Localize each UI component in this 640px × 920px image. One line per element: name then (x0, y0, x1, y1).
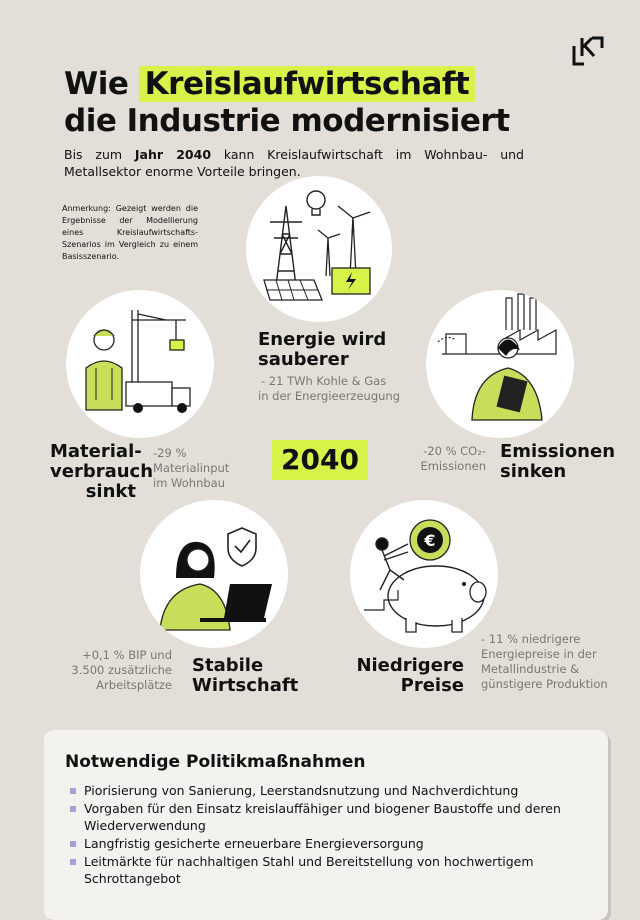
economy-sub (64, 648, 172, 693)
title-word: Wie (64, 66, 129, 102)
title-highlight: Kreislaufwirtschaft (139, 66, 476, 102)
material-heading (50, 441, 154, 502)
material-heading-2: verbrauch (50, 461, 154, 482)
economy-heading-1: Stabile (192, 655, 264, 676)
material-sub-1: -29 % (153, 446, 187, 460)
battery-icon (332, 268, 370, 294)
year-badge: 2040 (272, 440, 368, 480)
piggy-bank-icon (388, 566, 486, 632)
intro-before: Bis zum (64, 147, 123, 162)
policy-item: Langfristig gesicherte erneuerbare Energieversorgung (70, 835, 590, 852)
policy-item: Piorisierung von Sanierung, Leerstandsnutzung und Nachverdichtung (70, 782, 590, 799)
truck-icon (126, 382, 190, 413)
prices-sub-1: - 11 % niedrigere (481, 632, 581, 646)
prices-sub-2: Energiepreise in der (481, 647, 597, 661)
emission-heading-2: sinken (500, 461, 567, 482)
energy-heading-1: Energie wird (258, 329, 387, 350)
policy-heading: Notwendige Politikmaßnahmen (65, 752, 366, 772)
energy-sub-2: in der Energieerzeugung (258, 389, 401, 403)
prices-heading-1: Niedrigere (356, 655, 464, 676)
emission-sub-1: -20 % CO₂- (423, 444, 486, 458)
material-sub (153, 446, 229, 491)
title-line-2: die Industrie modernisiert (64, 103, 510, 139)
worker-icon (160, 542, 230, 630)
policy-item: Leitmärkte für nachhaltigen Stahl und Bereitstellung von hochwertigem Schrottangebot (70, 853, 590, 887)
energy-heading (258, 330, 386, 370)
intro-bold: Jahr 2040 (134, 147, 212, 162)
shield-check-icon (228, 528, 256, 566)
svg-text:€: € (424, 531, 436, 550)
policy-list (70, 782, 590, 888)
lightbulb-icon (307, 191, 325, 215)
policy-item: Vorgaben für den Einsatz kreislauffähiger und biogener Baustoffe und deren Wiederverwendung (70, 800, 590, 834)
policy-card (44, 730, 608, 920)
economy-circle (140, 500, 288, 648)
prices-sub-3: Metallindustrie & (481, 662, 580, 676)
energy-heading-2: sauberer (258, 349, 349, 370)
prices-heading (352, 656, 464, 696)
prices-heading-2: Preise (400, 675, 464, 696)
note-text: Anmerkung: Gezeigt werden die Ergebnisse der Modellierung eines Kreislaufwirtschafts-Szenarios im Vergleich zu einem Basisszenario. (62, 204, 198, 261)
intro-text (64, 146, 524, 180)
factory-icon (438, 294, 556, 354)
prices-sub (481, 632, 608, 692)
emission-heading (500, 442, 615, 482)
economy-sub-3: Arbeitsplätze (96, 678, 172, 692)
economy-heading (192, 656, 298, 696)
worker-icon (86, 330, 122, 410)
intro-after: kann Kreislaufwirtschaft im Wohnbau- und Metallsektor enorme Vorteile bringen. (64, 147, 524, 179)
emission-sub (402, 444, 486, 474)
economy-heading-2: Wirtschaft (192, 675, 299, 696)
material-sub-3: im Wohnbau (153, 476, 225, 490)
euro-coin-icon (410, 520, 450, 560)
logo-icon (572, 36, 604, 66)
material-heading-3: sinkt (85, 481, 136, 502)
emission-circle (426, 290, 574, 438)
economy-sub-1: +0,1 % BIP und (82, 648, 172, 662)
material-circle (66, 290, 214, 438)
energy-sub-1: - 21 TWh Kohle & Gas (261, 374, 387, 388)
material-sub-2: Materialinput (153, 461, 230, 475)
material-heading-1: Material- (50, 441, 142, 462)
page-title (64, 66, 510, 140)
power-tower-icon (270, 206, 302, 286)
energy-sub (258, 374, 400, 404)
prices-circle (350, 500, 498, 648)
solar-panel-icon (264, 280, 322, 300)
emission-sub-2: Emissionen (420, 459, 486, 473)
emission-heading-1: Emissionen (500, 441, 616, 462)
energy-circle (246, 176, 392, 322)
economy-sub-2: 3.500 zusätzliche (71, 663, 172, 677)
wind-turbine-icon (318, 206, 370, 276)
prices-sub-4: günstigere Produktion (481, 677, 608, 691)
